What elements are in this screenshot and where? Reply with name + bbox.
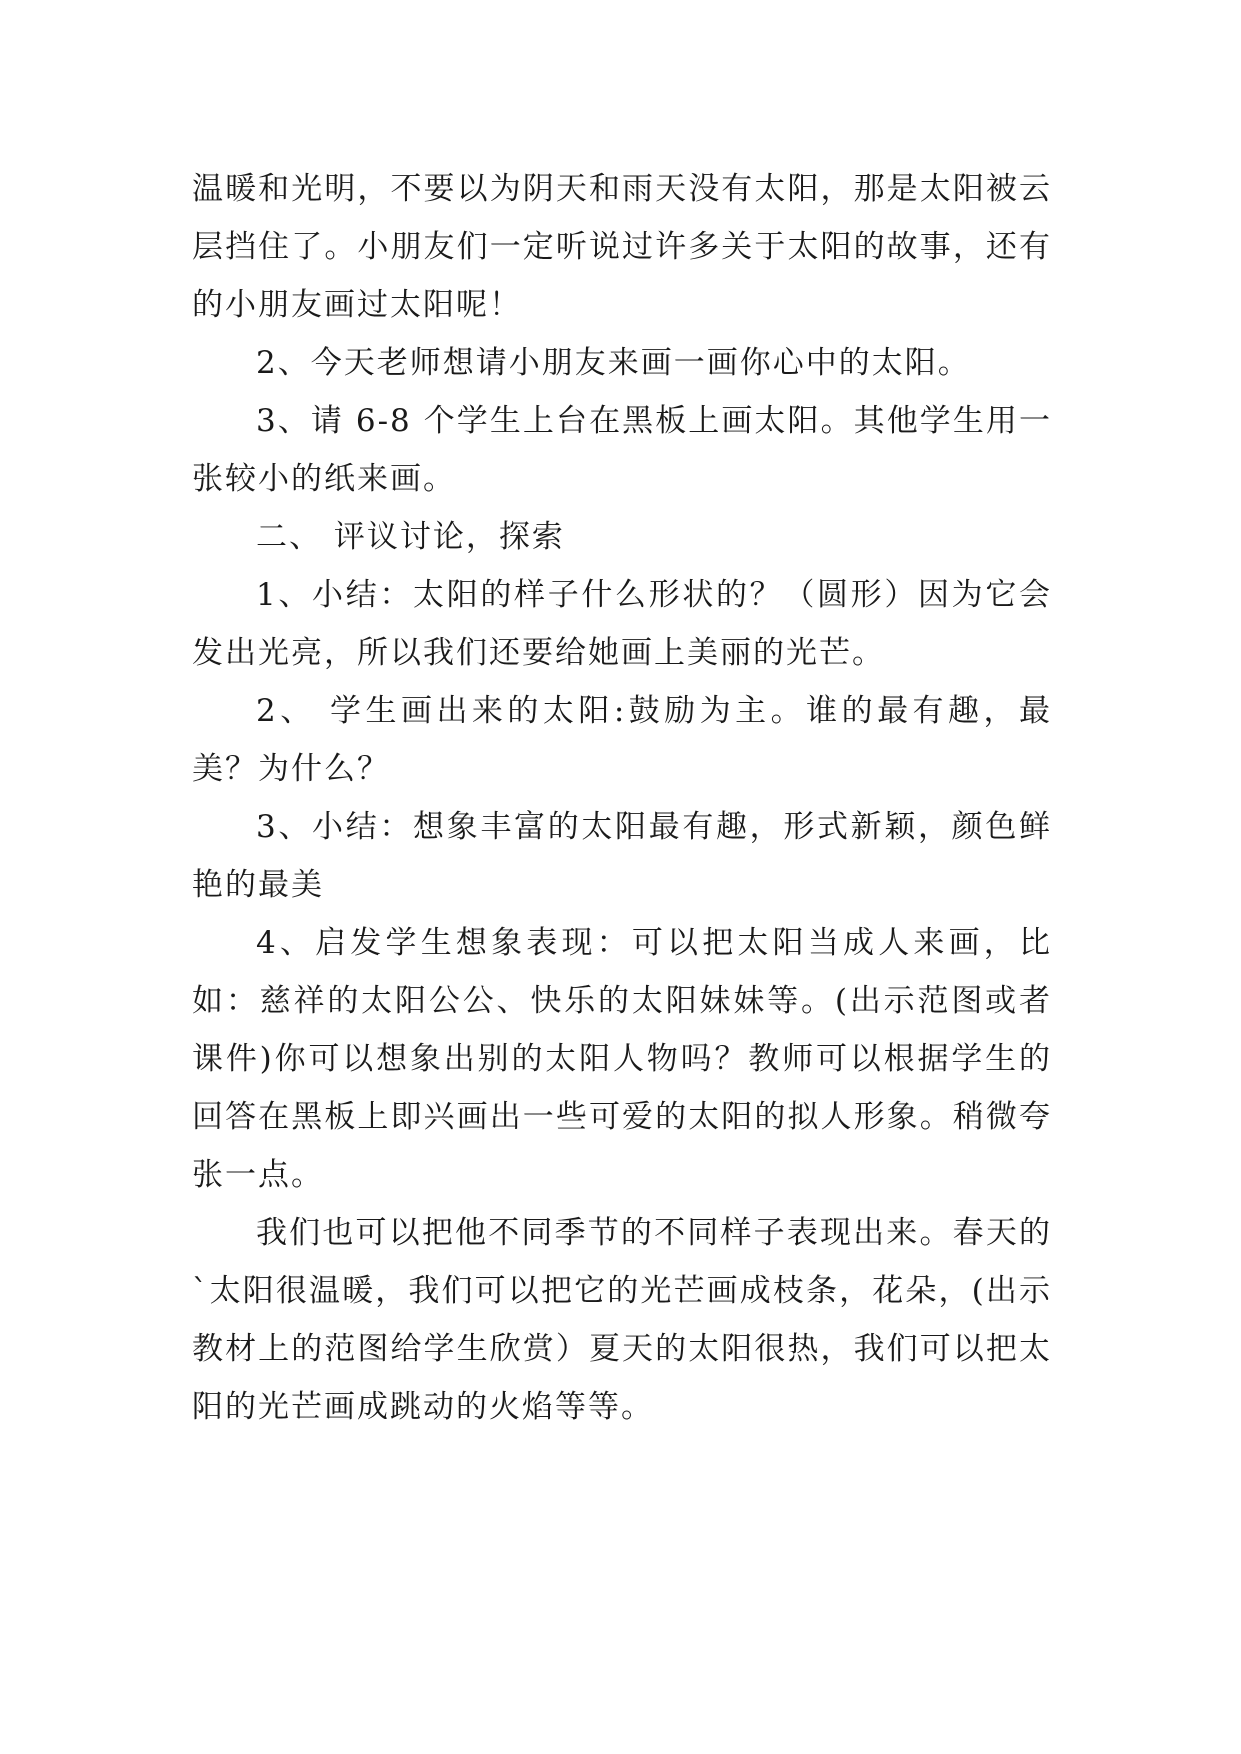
paragraph-summary-1: 1、小结：太阳的样子什么形状的？（圆形）因为它会发出光亮，所以我们还要给她画上美丽的光芒。	[192, 577, 1052, 671]
paragraph-step-2: 2、今天老师想请小朋友来画一画你心中的太阳。	[256, 345, 971, 381]
paragraph-step-3: 3、请 6-8 个学生上台在黑板上画太阳。其他学生用一张较小的纸来画。	[192, 403, 1052, 497]
paragraph-intro-continued: 温暖和光明，不要以为阴天和雨天没有太阳，那是太阳被云层挡住了。小朋友们一定听说过许多关于太阳的故事，还有的小朋友画过太阳呢！	[192, 171, 1052, 323]
document-body	[192, 160, 1052, 1436]
paragraph-seasons: 我们也可以把他不同季节的不同样子表现出来。春天的`太阳很温暖，我们可以把它的光芒画成枝条，花朵，(出示教材上的范图给学生欣赏）夏天的太阳很热，我们可以把太阳的光芒画成跳动的火焰等等。	[192, 1215, 1052, 1425]
paragraph-summary-3: 3、小结：想象丰富的太阳最有趣，形式新颖，颜色鲜艳的最美	[192, 809, 1052, 903]
paragraph-summary-2: 2、 学生画出来的太阳:鼓励为主。谁的最有趣，最美？为什么？	[192, 693, 1052, 787]
paragraph-summary-4: 4、启发学生想象表现：可以把太阳当成人来画，比如：慈祥的太阳公公、快乐的太阳妹妹等。(出示范图或者课件)你可以想象出别的太阳人物吗？教师可以根据学生的回答在黑板上即兴画出一些可爱的太阳的拟人形象。稍微夸张一点。	[192, 925, 1052, 1193]
section-heading-discussion: 二、 评议讨论，探索	[256, 519, 565, 555]
